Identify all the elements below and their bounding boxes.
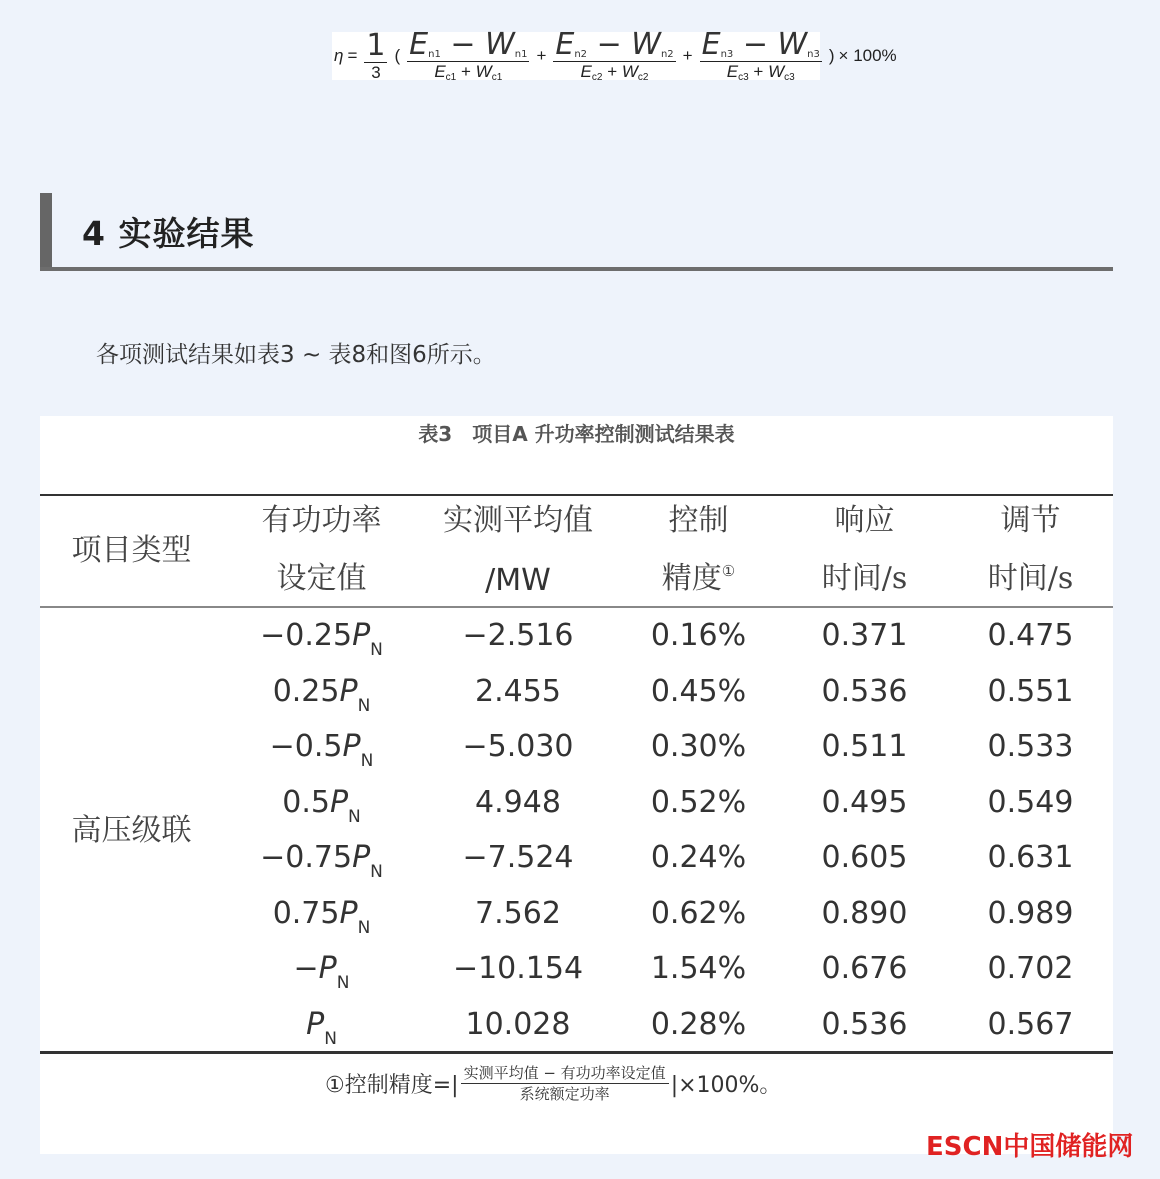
- cell-accuracy: 1.54%: [650, 951, 747, 986]
- cell-regulation: 0.475: [987, 618, 1074, 653]
- formula-tail: × 100%: [838, 46, 897, 65]
- cell-response: 0.371: [821, 618, 908, 653]
- cell-measured: 7.562: [475, 895, 561, 931]
- footnote-marker: ①: [721, 562, 736, 580]
- formula-term: $\frac{E_{n1} - W_{n1}}{E_{c1} + W_{c1}}$: [409, 26, 528, 83]
- formula-plus: +: [682, 46, 693, 65]
- cell-setpoint: $-0.25P_N$: [260, 618, 383, 660]
- footnote-lead: ①控制精度=|: [325, 1073, 459, 1098]
- body-paragraph: 各项测试结果如表3 ~ 表8和图6所示。: [96, 342, 496, 368]
- header-setpoint-line1: 有功功率: [261, 503, 382, 538]
- section-underline: [40, 267, 1113, 271]
- header-setpoint-line2: 设定值: [276, 561, 367, 596]
- table-top-rule: [40, 494, 1113, 496]
- cell-accuracy: 0.62%: [650, 895, 747, 931]
- formula-term: $\frac{E_{n3} - W_{n3}}{E_{c3} + W_{c3}}$: [701, 26, 820, 83]
- cell-setpoint: $0.25P_N$: [272, 673, 371, 716]
- cell-response: 0.676: [821, 951, 908, 986]
- site-watermark: ESCN中国储能网: [926, 1132, 1134, 1162]
- cell-measured: 2.455: [475, 673, 561, 709]
- cell-response: 0.605: [821, 840, 908, 875]
- cell-accuracy: 0.52%: [650, 784, 747, 820]
- cell-accuracy: 0.30%: [650, 729, 747, 764]
- cell-regulation: 0.702: [987, 951, 1074, 986]
- cell-regulation: 0.567: [987, 1006, 1074, 1042]
- cell-accuracy: 0.24%: [650, 840, 747, 875]
- cell-regulation: 0.551: [987, 673, 1074, 709]
- header-measured-line2: /MW: [485, 563, 551, 598]
- table-bottom-rule: [40, 1051, 1113, 1054]
- header-type: 项目类型: [71, 533, 192, 568]
- formula-open-paren: (: [394, 46, 401, 65]
- cell-measured: −5.030: [462, 729, 574, 764]
- cell-measured: 4.948: [475, 784, 561, 820]
- results-table: [40, 416, 1113, 1154]
- cell-setpoint: $-0.75P_N$: [260, 840, 383, 882]
- cell-setpoint: $-P_N$: [293, 951, 350, 993]
- header-accuracy-line2: 精度①: [661, 561, 736, 596]
- header-measured-line1: 实测平均值: [443, 503, 593, 538]
- footnote-tail: |×100%。: [670, 1073, 782, 1098]
- formula-equals: =: [347, 46, 358, 65]
- cell-regulation: 0.989: [987, 895, 1074, 931]
- footnote-numerator: 实测平均值 − 有功功率设定值: [461, 1064, 669, 1084]
- formula-coefficient: $\frac{1}{3}$: [366, 27, 386, 83]
- table-header-rule: [40, 606, 1113, 608]
- cell-response: 0.890: [821, 895, 908, 931]
- cell-accuracy: 0.45%: [650, 673, 747, 709]
- cell-response: 0.536: [821, 1006, 908, 1042]
- section-title: 4 实验结果: [82, 214, 255, 253]
- header-accuracy-line1: 控制: [668, 503, 729, 538]
- formula-lhs: η: [334, 46, 344, 65]
- table-caption: 表3 项目A 升功率控制测试结果表: [418, 422, 735, 446]
- cell-measured: −7.524: [462, 840, 574, 875]
- cell-setpoint: $0.75P_N$: [272, 895, 371, 938]
- cell-response: 0.495: [821, 784, 908, 820]
- efficiency-formula: [332, 26, 897, 83]
- header-response-line2: 时间/s: [821, 561, 908, 596]
- cell-response: 0.511: [821, 729, 908, 764]
- group-label: 高压级联: [71, 813, 192, 848]
- cell-setpoint: $-0.5P_N$: [269, 729, 374, 771]
- footnote-fraction: [461, 1064, 669, 1103]
- cell-regulation: 0.631: [987, 840, 1074, 875]
- cell-setpoint: $0.5P_N$: [282, 784, 361, 827]
- cell-measured: −2.516: [462, 618, 574, 653]
- cell-measured: 10.028: [465, 1006, 571, 1042]
- formula-terms: [404, 26, 825, 84]
- header-regulation-line2: 时间/s: [987, 561, 1074, 596]
- cell-regulation: 0.549: [987, 784, 1074, 820]
- formula-term: $\frac{E_{n2} - W_{n2}}{E_{c2} + W_{c2}}$: [555, 26, 674, 83]
- cell-setpoint: $P_N$: [306, 1006, 337, 1049]
- cell-accuracy: 0.16%: [650, 618, 747, 653]
- footnote-denominator: 系统额定功率: [519, 1085, 610, 1103]
- cell-accuracy: 0.28%: [650, 1006, 747, 1042]
- cell-regulation: 0.533: [987, 729, 1074, 764]
- cell-measured: −10.154: [452, 951, 584, 986]
- formula-close-paren: ): [828, 46, 835, 65]
- section-accent-bar: [40, 193, 52, 271]
- cell-response: 0.536: [821, 673, 908, 709]
- table-footnote: [325, 1064, 845, 1103]
- header-response-line1: 响应: [834, 503, 895, 538]
- formula-plus: +: [536, 46, 547, 65]
- header-regulation-line1: 调节: [1000, 503, 1061, 538]
